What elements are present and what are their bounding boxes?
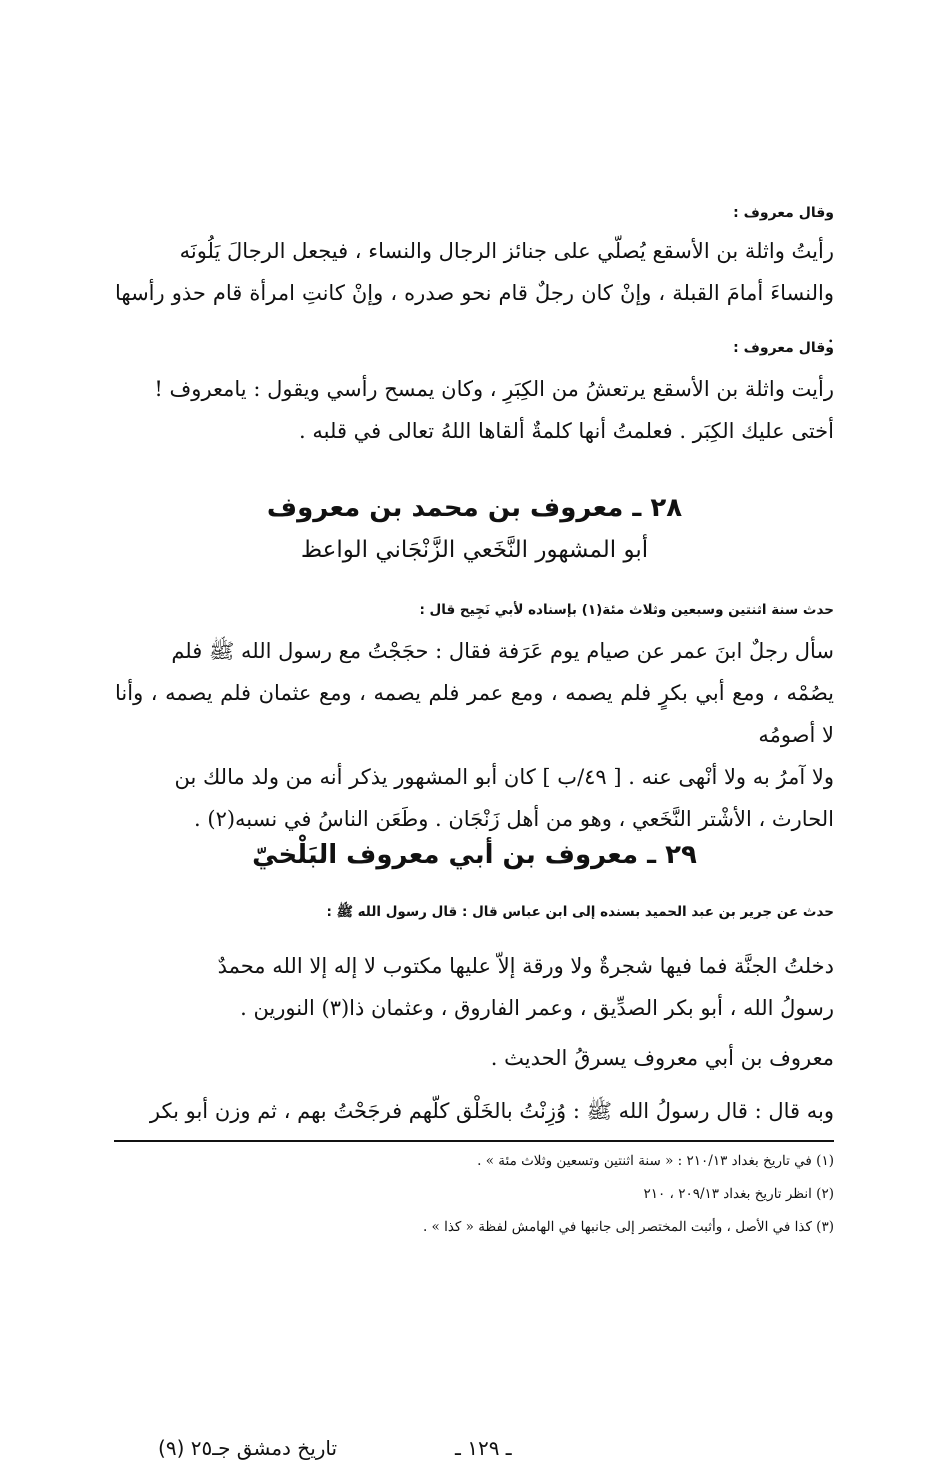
text-line: أختى عليك الكِبَر . فعلمتُ أنها كلمةٌ ألقاها اللهُ تعالى في قلبه . (299, 419, 834, 443)
text-line: رأيتُ واثلة بن الأسقع يُصلّي على جنائز الرجال والنساء ، فيجعل الرجالَ يَلُونَه (179, 239, 834, 263)
entry-subheading-28: أبو المشهور النَّخَعي الزَّنْجَاني الواعظ (300, 537, 649, 563)
text-line: والنساءَ أمامَ القبلة ، وإنْ كان رجلٌ قام نحو صدره ، وإنْ كانتِ امرأة قام حذو رأسها . (115, 281, 834, 347)
text-line: سأل رجلٌ ابنَ عمر عن صيام يوم عَرَفة فقال : حجَجْتُ مع رسول الله ﷺ فلم (171, 639, 834, 663)
footnote-3: (٣) كذا في الأصل ، وأثبت المختصر إلى جانبها في الهامش لفظة « كذا » . (422, 1219, 834, 1235)
speaker-label: وقال معروف : (733, 205, 834, 221)
footnote-1: (١) في تاريخ بغداد ٢١٠/١٣ : « سنة اثنتين وتسعين وثلاث مئة » . (477, 1153, 834, 1169)
isnad-line-29: حدث عن جرير بن عبد الحميد بسنده إلى ابن عباس قال : قال رسول الله ﷺ : (326, 904, 834, 920)
text-line: دخلتُ الجنَّة فما فيها شجرةٌ ولا ورقة إلاّ عليها مكتوب لا إله إلا الله محمدٌ (217, 954, 834, 978)
page-number: ـ ١٢٩ ـ (455, 1436, 512, 1460)
text-line: رأيت واثلة بن الأسقع يرتعشُ من الكِبَرِ ، وكان يمسح رأسي ويقول : يامعروف ! (154, 377, 834, 401)
entry-heading-28: ٢٨ ـ معروف بن محمد بن معروف (266, 493, 683, 523)
footnote-divider (114, 1140, 834, 1142)
text-line: يصُمْه ، ومع أبي بكرٍ فلم يصمه ، ومع عمر فلم يصمه ، ومع عثمان فلم يصمه ، وأنا لا أصومُه (115, 681, 834, 747)
paragraph-wathila-prayer (115, 230, 834, 356)
text-line: ولا آمرُ به ولا أنْهى عنه . [ ٤٩/ب ] كان أبو المشهور يذكر أنه من ولد مالك بن (174, 765, 834, 789)
paragraph-entry-28 (115, 630, 834, 840)
narrator-note: معروف بن أبي معروف يسرقُ الحديث . (490, 1046, 834, 1070)
footnote-2: (٢) انظر تاريخ بغداد ٢٠٩/١٣ ، ٢١٠ (643, 1186, 834, 1202)
text-line-continued: وبه قال : قال رسولُ الله ﷺ : وُزِنْتُ بالخَلْق كلّهم فرجَحْتُ بهم ، ثم وزن أبو بكر (149, 1099, 834, 1123)
book-reference: تاريخ دمشق جـ٢٥ (٩) (158, 1436, 338, 1460)
paragraph-entry-29 (115, 945, 834, 1029)
text-line: الحارث ، الأشْتر النَّخَعي ، وهو من أهل زَنْجَان . وطَعَن الناسُ في نسبه(٢) . (194, 807, 834, 831)
entry-heading-29: ٢٩ ـ معروف بن أبي معروف البَلْخيّ (252, 840, 697, 870)
paragraph-wathila-old-age (115, 368, 834, 452)
speaker-label: وقال معروف : (733, 340, 834, 356)
isnad-line-28: حدث سنة اثنتين وسبعين وثلاث مئة(١) بإسناده لأبي نَجِيح قال : (419, 602, 834, 618)
text-line: رسولُ الله ، أبو بكر الصدِّيق ، وعمر الفاروق ، وعثمان ذا(٣) النورين . (240, 996, 834, 1020)
